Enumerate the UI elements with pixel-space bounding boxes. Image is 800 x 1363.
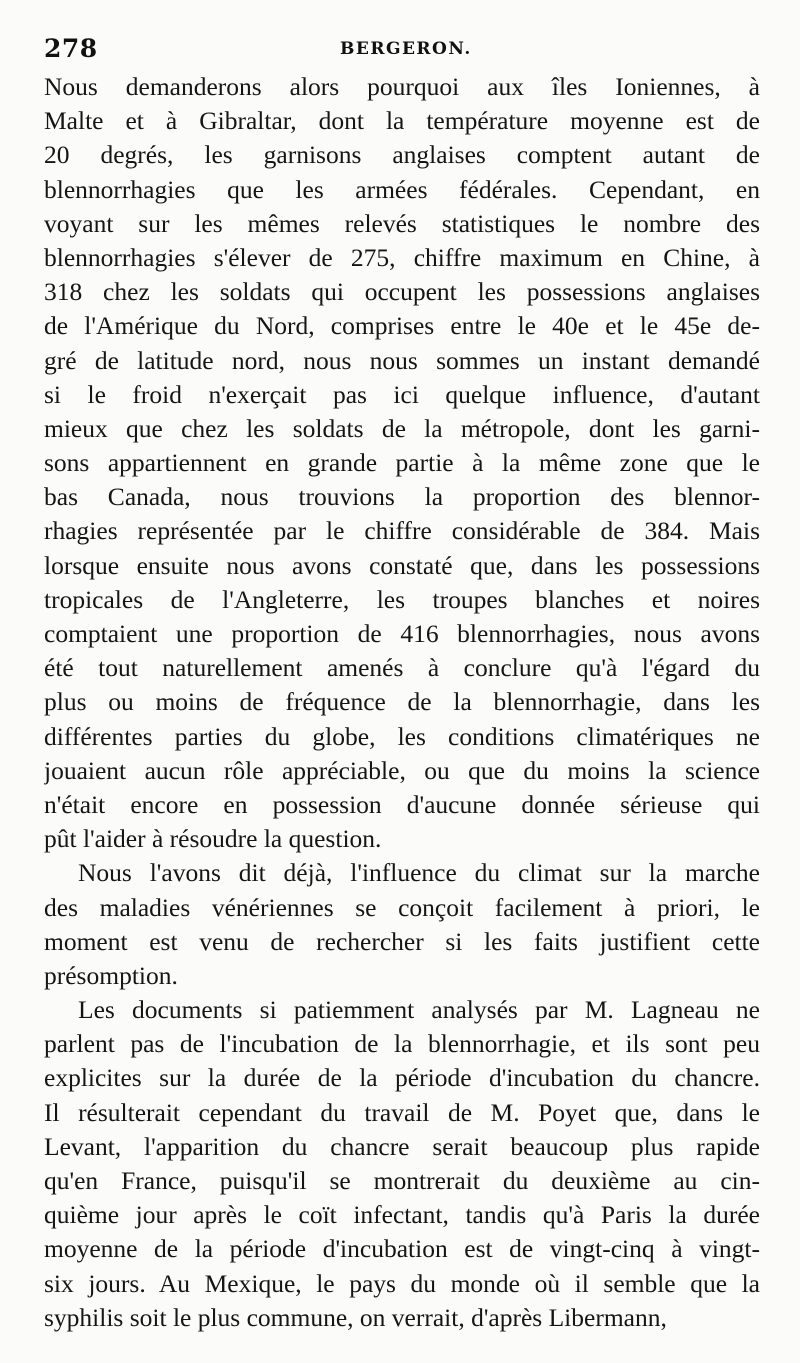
- paragraph: [44, 856, 760, 993]
- text-line: des maladies vénériennes se conçoit facilement à priori, le: [44, 892, 760, 922]
- text-line: 20 degrés, les garnisons anglaises comptent autant de: [44, 140, 760, 170]
- text-line: n'était encore en possession d'aucune donnée sérieuse qui: [44, 789, 760, 819]
- text-line: été tout naturellement amenés à conclure qu'à l'égard du: [44, 653, 760, 683]
- text-line: comptaient une proportion de 416 blennorrhagies, nous avons: [44, 619, 760, 648]
- text-line: voyant sur les mêmes relevés statistiques le nombre des: [44, 208, 760, 238]
- text-line: Nous l'avons dit déjà, l'influence du climat sur la marche: [78, 858, 760, 888]
- body-text: [44, 70, 760, 1335]
- text-line: moyenne de la période d'incubation est de vingt-cinq à vingt-: [44, 1234, 760, 1264]
- text-line: blennorrhagies que les armées fédérales. Cependant, en: [44, 174, 760, 204]
- text-line: blennorrhagies s'élever de 275, chiffre maximum en Chine, à: [44, 242, 760, 272]
- text-line: gré de latitude nord, nous nous sommes un instant demandé: [44, 345, 760, 375]
- text-line: bas Canada, nous trouvions la proportion des blennor-: [44, 482, 760, 512]
- text-line: parlent pas de l'incubation de la blennorrhagie, et ils sont peu: [44, 1029, 760, 1059]
- text-line: tropicales de l'Angleterre, les troupes blanches et noires: [44, 584, 760, 614]
- text-line: 318 chez les soldats qui occupent les possessions anglaises: [44, 277, 760, 307]
- text-line: explicites sur la durée de la période d'incubation du chancre.: [44, 1063, 760, 1093]
- text-line: Les documents si patiemment analysés par M. Lagneau ne: [78, 995, 760, 1025]
- text-line: Nous demanderons alors pourquoi aux îles Ioniennes, à: [44, 72, 760, 101]
- text-line: qu'en France, puisqu'il se montrerait du deuxième au cin-: [44, 1166, 760, 1195]
- text-line: plus ou moins de fréquence de la blennorrhagie, dans les: [44, 687, 760, 717]
- text-line: Il résulterait cependant du travail de M. Poyet que, dans le: [44, 1097, 760, 1127]
- page-header: [44, 34, 756, 68]
- text-line: présomption.: [44, 960, 178, 990]
- text-line: six jours. Au Mexique, le pays du monde où il semble que la: [44, 1268, 760, 1298]
- text-line: syphilis soit le plus commune, on verrait, d'après Libermann,: [44, 1302, 667, 1332]
- text-line: Malte et à Gibraltar, dont la température moyenne est de: [44, 106, 760, 136]
- paragraph: [44, 70, 760, 856]
- text-line: lorsque ensuite nous avons constaté que, dans les possessions: [44, 550, 760, 580]
- text-line: mieux que chez les soldats de la métropole, dont les garni-: [44, 413, 760, 443]
- text-line: pût l'aider à résoudre la question.: [44, 824, 382, 854]
- text-line: moment est venu de rechercher si les faits justifient cette: [44, 926, 760, 956]
- text-line: jouaient aucun rôle appréciable, ou que du moins la science: [44, 755, 760, 785]
- running-head: BERGERON.: [340, 39, 472, 59]
- text-line: différentes parties du globe, les conditions climatériques ne: [44, 721, 760, 751]
- text-line: si le froid n'exerçait pas ici quelque influence, d'autant: [44, 379, 760, 409]
- text-line: de l'Amérique du Nord, comprises entre le 40e et le 45e de-: [44, 311, 760, 341]
- text-line: sons appartiennent en grande partie à la même zone que le: [44, 448, 760, 478]
- text-line: Levant, l'apparition du chancre serait beaucoup plus rapide: [44, 1131, 760, 1161]
- paragraph: [44, 993, 760, 1335]
- page-number: 278: [44, 34, 98, 63]
- text-line: rhagies représentée par le chiffre considérable de 384. Mais: [44, 516, 760, 546]
- text-line: quième jour après le coït infectant, tandis qu'à Paris la durée: [44, 1200, 760, 1230]
